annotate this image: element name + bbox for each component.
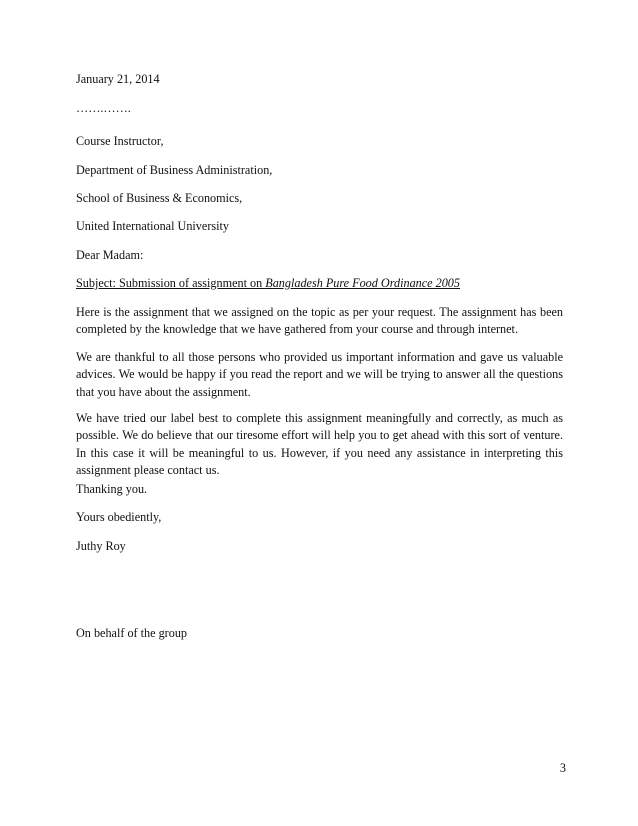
date-placeholder: …….……. — [76, 101, 131, 115]
recipient-school: School of Business & Economics, — [76, 191, 243, 205]
recipient-department: Department of Business Administration, — [76, 163, 273, 177]
body-paragraph-2: We are thankful to all those persons who provided us important information and gave us valuable advices. We would be happy if you read the report and we will be trying to answer all the questions that you have about the assignment. — [76, 350, 563, 399]
on-behalf-line: On behalf of the group — [76, 626, 188, 640]
signature-name: Juthy Roy — [76, 539, 126, 553]
closing: Yours obediently, — [76, 510, 162, 524]
recipient-title: Course Instructor, — [76, 134, 164, 148]
closing-thanks: Thanking you. — [76, 482, 148, 496]
recipient-university: United International University — [76, 219, 229, 233]
salutation: Dear Madam: — [76, 248, 144, 262]
body-paragraph-3: We have tried our label best to complete this assignment meaningfully and correctly, as much as possible. We do believe that our tiresome effort will help you to get ahead with this sort of venture. In this case it will be meaningful to us. However, if you need any assistance in interpreting this assignment please contact us. — [76, 411, 563, 478]
letter-date: January 21, 2014 — [76, 72, 160, 86]
body-paragraph-1: Here is the assignment that we assigned on the topic as per your request. The assignment has been completed by the knowledge that we have gathered from your course and through internet. — [76, 305, 563, 337]
subject-topic: Bangladesh Pure Food Ordinance 2005 — [265, 276, 460, 290]
page-number: 3 — [559, 761, 566, 775]
subject-prefix: Subject: Submission of assignment on — [76, 276, 266, 290]
subject-line — [76, 276, 460, 291]
